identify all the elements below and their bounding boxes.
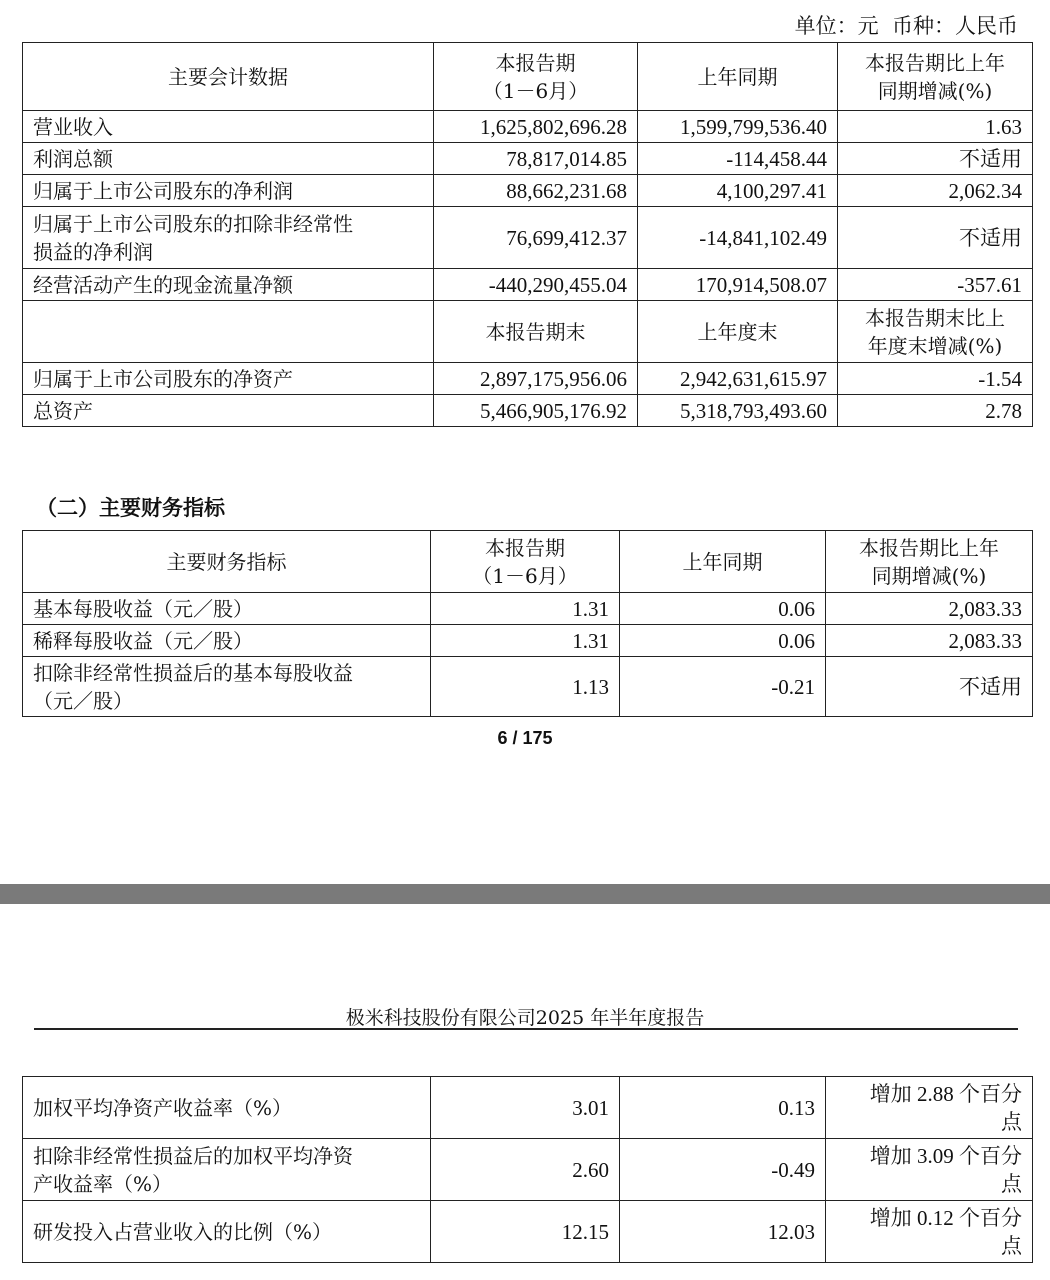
header-cell: 主要财务指标 <box>23 531 431 593</box>
table-row <box>23 363 1033 395</box>
header-cell: 上年同期 <box>620 531 826 593</box>
header-cell: 上年同期 <box>638 43 838 111</box>
header-cell: 本报告期比上年 同期增减(%) <box>838 43 1033 111</box>
header-rule <box>34 1028 1018 1030</box>
current-value: 78,817,014.85 <box>434 143 638 175</box>
row-label: 扣除非经常性损益后的基本每股收益 （元／股） <box>23 657 431 717</box>
table-row <box>23 657 1033 717</box>
table-row <box>23 143 1033 175</box>
current-value: 5,466,905,176.92 <box>434 395 638 427</box>
change-value: 1.63 <box>838 111 1033 143</box>
current-value: 12.15 <box>431 1201 620 1263</box>
table-row <box>23 1201 1033 1263</box>
current-value: 2.60 <box>431 1139 620 1201</box>
current-value: 3.01 <box>431 1077 620 1139</box>
header-cell: 上年度末 <box>638 301 838 363</box>
current-value: 76,699,412.37 <box>434 207 638 269</box>
prior-value: -0.49 <box>620 1139 826 1201</box>
header-cell: 本报告期末比上 年度末增减(%) <box>838 301 1033 363</box>
row-label: 经营活动产生的现金流量净额 <box>23 269 434 301</box>
key-financial-indicators-table <box>22 530 1033 717</box>
current-value: 2,897,175,956.06 <box>434 363 638 395</box>
table-subheader-row <box>23 301 1033 363</box>
financial-indicators-continued-table <box>22 1076 1033 1263</box>
header-cell <box>23 301 434 363</box>
header-cell: 本报告期比上年 同期增减(%) <box>826 531 1033 593</box>
change-value: 不适用 <box>826 657 1033 717</box>
prior-value: 5,318,793,493.60 <box>638 395 838 427</box>
table-header-row <box>23 43 1033 111</box>
table-row <box>23 593 1033 625</box>
current-value: -440,290,455.04 <box>434 269 638 301</box>
change-value: 2,083.33 <box>826 593 1033 625</box>
row-label: 归属于上市公司股东的扣除非经常性 损益的净利润 <box>23 207 434 269</box>
prior-value: -114,458.44 <box>638 143 838 175</box>
prior-value: 2,942,631,615.97 <box>638 363 838 395</box>
table-header-row <box>23 531 1033 593</box>
change-value: -357.61 <box>838 269 1033 301</box>
row-label: 加权平均净资产收益率（%） <box>23 1077 431 1139</box>
unit-currency-note: 单位：元 币种：人民币 <box>794 14 1018 38</box>
table-row <box>23 625 1033 657</box>
header-cell: 本报告期 （1－6月） <box>434 43 638 111</box>
row-label: 稀释每股收益（元／股） <box>23 625 431 657</box>
change-value: 增加 2.88 个百分 点 <box>826 1077 1033 1139</box>
current-value: 1,625,802,696.28 <box>434 111 638 143</box>
table-row <box>23 207 1033 269</box>
row-label: 研发投入占营业收入的比例（%） <box>23 1201 431 1263</box>
prior-value: 0.06 <box>620 625 826 657</box>
change-value: 不适用 <box>838 143 1033 175</box>
header-cell: 本报告期末 <box>434 301 638 363</box>
row-label: 归属于上市公司股东的净资产 <box>23 363 434 395</box>
change-value: 2,083.33 <box>826 625 1033 657</box>
change-value: 2,062.34 <box>838 175 1033 207</box>
row-label: 利润总额 <box>23 143 434 175</box>
change-value: 不适用 <box>838 207 1033 269</box>
change-value: 增加 3.09 个百分 点 <box>826 1139 1033 1201</box>
prior-value: 170,914,508.07 <box>638 269 838 301</box>
row-label: 扣除非经常性损益后的加权平均净资 产收益率（%） <box>23 1139 431 1201</box>
row-label: 总资产 <box>23 395 434 427</box>
current-value: 1.31 <box>431 593 620 625</box>
running-header: 极米科技股份有限公司2025 年半年度报告 <box>345 1007 705 1029</box>
row-label: 归属于上市公司股东的净利润 <box>23 175 434 207</box>
row-label: 基本每股收益（元／股） <box>23 593 431 625</box>
change-value: 增加 0.12 个百分 点 <box>826 1201 1033 1263</box>
prior-value: -14,841,102.49 <box>638 207 838 269</box>
prior-value: 0.13 <box>620 1077 826 1139</box>
current-value: 1.13 <box>431 657 620 717</box>
current-value: 88,662,231.68 <box>434 175 638 207</box>
change-value: -1.54 <box>838 363 1033 395</box>
current-value: 1.31 <box>431 625 620 657</box>
table-row <box>23 1077 1033 1139</box>
header-cell: 主要会计数据 <box>23 43 434 111</box>
row-label: 营业收入 <box>23 111 434 143</box>
table-row <box>23 175 1033 207</box>
page-divider <box>0 884 1050 904</box>
table-row <box>23 111 1033 143</box>
prior-value: 4,100,297.41 <box>638 175 838 207</box>
page-number: 6 / 175 <box>497 728 553 748</box>
section-title: （二）主要财务指标 <box>36 495 225 520</box>
header-cell: 本报告期 （1－6月） <box>431 531 620 593</box>
table-row <box>23 269 1033 301</box>
table-row <box>23 395 1033 427</box>
prior-value: 0.06 <box>620 593 826 625</box>
table-row <box>23 1139 1033 1201</box>
prior-value: 1,599,799,536.40 <box>638 111 838 143</box>
prior-value: 12.03 <box>620 1201 826 1263</box>
prior-value: -0.21 <box>620 657 826 717</box>
key-accounting-data-table <box>22 42 1033 427</box>
change-value: 2.78 <box>838 395 1033 427</box>
